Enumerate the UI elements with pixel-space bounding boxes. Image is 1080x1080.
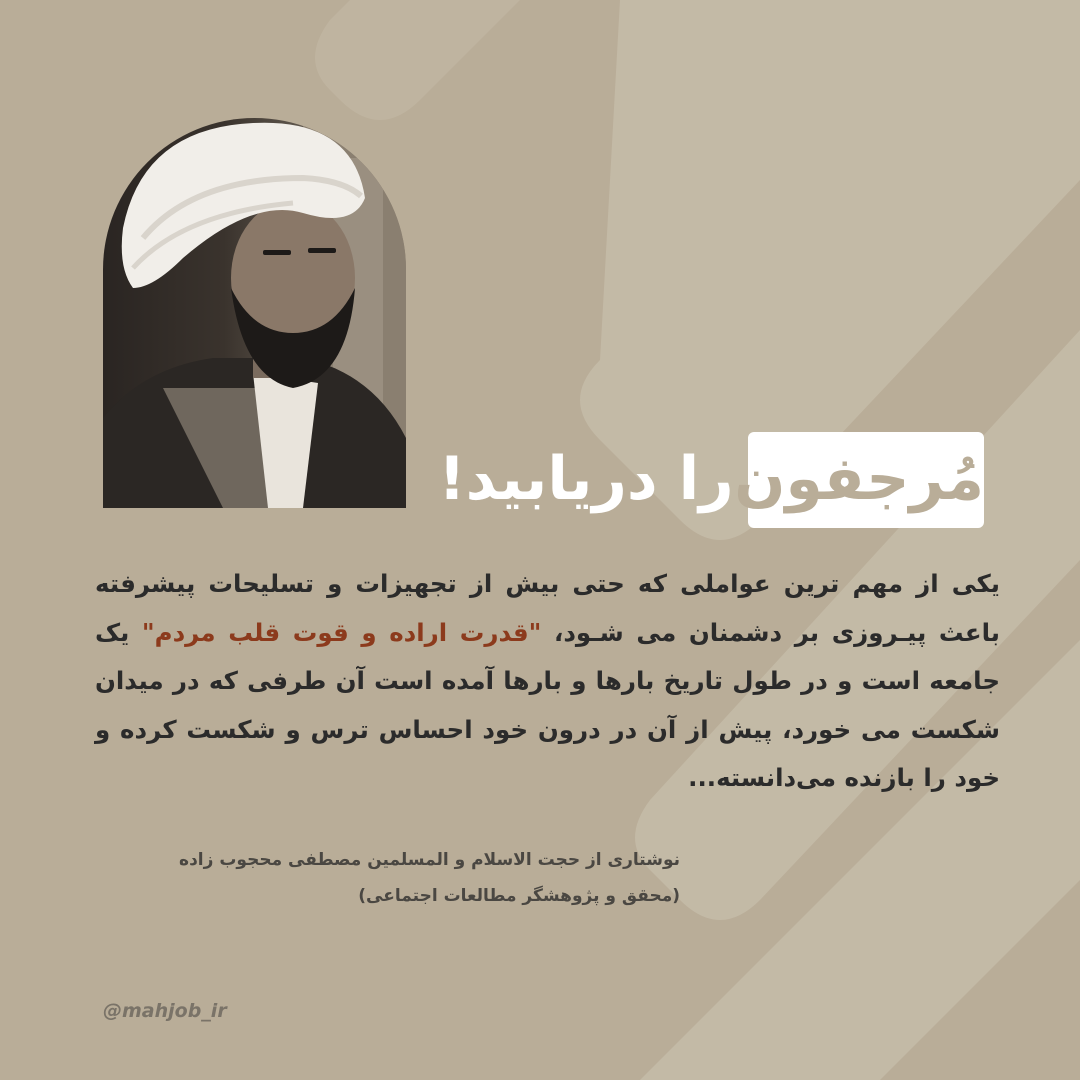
body-part-2: یک جامعه است و در طول تاریخ بارها و بارها آمده است آن طرفی که در میدان شکست می خورد، پیش از آن در درون خود احساس ترس و شکست کرده و خود را بازنده می‌دانسته... xyxy=(95,617,1000,792)
author-credit xyxy=(120,842,680,914)
author-line: نوشتاری از حجت الاسلام و المسلمین مصطفی محجوب زاده xyxy=(179,850,680,870)
social-handle: @mahjob_ir xyxy=(103,1000,227,1022)
headline xyxy=(430,422,1005,522)
headline-highlighted-word: مُرجفون xyxy=(734,444,984,514)
body-paragraph xyxy=(95,560,1000,803)
headline-rest: را دریابید! xyxy=(438,444,734,514)
body-part-1: یکی از مهم ترین عواملی که حتی بیش از تجهیزات و تسلیحات پیشرفته باعث پیـروزی بر دشمنان می شـود، xyxy=(95,569,1000,647)
portrait-photo xyxy=(103,118,406,508)
body-quote-highlight: "قدرت اراده و قوت قلب مردم" xyxy=(141,617,542,647)
author-role: (محقق و پژوهشگر مطالعات اجتماعی) xyxy=(358,886,680,906)
cleric-portrait-icon xyxy=(103,118,406,508)
